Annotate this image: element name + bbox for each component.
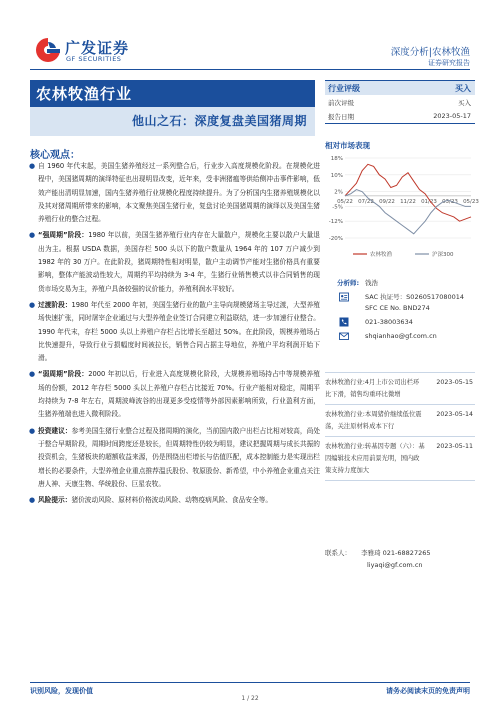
analyst-block (325, 276, 475, 344)
bullet-icon: ● (29, 370, 36, 379)
company-logo (34, 36, 164, 66)
rating-value: 买入 (455, 84, 471, 93)
page-header (0, 0, 500, 70)
analyst-name: 钱浩 (365, 279, 378, 287)
paragraph: ● 自 1960 年代末起，美国生猪养殖经过一系列整合后，行业步入高度规模化阶段。在规模化进程中，美国猪周期的演绎特征也出现明显改变，近年来，受非洲猪瘟等供给侧冲击事件影响，低效产能出清明显加速，国内生猪养殖行业规模化程度持续提升。为了分析国内生猪养殖规模化以及其对猪周期所带来的影响，本文聚焦美国生猪行业，复盘讨论美国猪周期的演绎以及美国生猪养殖行业的整合过程。 (29, 162, 320, 224)
sac-number: SAC 执证号：S0260517080014 (365, 293, 465, 301)
related-report-item[interactable] (325, 436, 475, 481)
contact-email-row (325, 561, 475, 574)
contact-row (325, 548, 475, 561)
related-report-date: 2023-05-15 (436, 379, 473, 386)
page-number: 1 / 22 (241, 695, 259, 702)
core-views-heading: 核心观点： (30, 150, 80, 161)
rating-divider (325, 123, 475, 124)
x-tick-label: 09/22 (379, 198, 395, 205)
industry-name: 农林牧渔行业 (36, 85, 133, 103)
contact-name-phone: 李雅琦 021-68827265 (361, 549, 431, 557)
phone-icon (339, 317, 349, 327)
x-tick-label: 11/22 (400, 198, 416, 205)
paragraph: ● 投资建议：参考美国生猪行业整合过程及猪周期的演化，当前国内散户出栏占比相对较高，尚处于整合早期阶段，周期时间跨度还是较长，但周期特性仍较为明显，建议把握周期与成长共振的投资机会，生猪板块的超额收益来源，仍是围绕出栏增长与估值匹配，成本控制能力是实现出栏增长的必要条件，大型养殖企业重点推荐温氏股份、牧原股份、新希望，中小养殖企业重点关注唐人神、天康生物、华统股份、巨星农牧。 (29, 426, 321, 488)
analyst-email-row (325, 330, 475, 344)
bullet-icon: ● (29, 162, 36, 170)
core-views-body (29, 160, 321, 507)
related-report-title: 农林牧渔行业:4月上市公司出栏环比下滑，销售均重环比微增 (325, 379, 420, 398)
x-tick-label: 03/23 (442, 198, 458, 205)
gf-logo-icon (34, 36, 62, 64)
series-line (345, 164, 471, 221)
footer-divider (30, 682, 470, 683)
related-report-date: 2023-05-14 (436, 411, 473, 418)
report-title: 他山之石：深度复盘美国猪周期 (131, 114, 307, 128)
bullet-icon: ● (29, 300, 36, 309)
y-tick-label: -5% (332, 204, 343, 211)
analyst-row (325, 276, 475, 290)
legend-label: 农林牧渔 (370, 252, 393, 258)
y-tick-label: -20% (328, 236, 343, 242)
legend-label: 沪深300 (432, 252, 454, 258)
contact-email[interactable]: liyaqi@gf.com.cn (367, 561, 423, 569)
related-report-title: 农林牧渔行业:转基因专题（六）：基因编辑技术应用前景光明，国内政策支持力度加大 (325, 443, 425, 474)
report-date-row: 报告日期 2023-05-17 (328, 112, 471, 121)
y-tick-label: 10% (330, 172, 343, 179)
analyst-cert-row (325, 290, 475, 316)
paragraph: ● “弱周期”阶段：2000 年初以后，行业进入高度规模化阶段，大规模养殖场持占中等规模养殖场的份额，2012 年存栏 5000 头以上养殖户存栏占比接近 70%。行业产能相对稳定，周期平均持续为 7-8 年左右，周期波峰波谷的出现更多受疫情等外部因素影响所致，行业盈利方面，生猪养殖端也进入微利阶段。 (29, 370, 320, 419)
industry-bar (30, 80, 315, 107)
footer-slogan: 识别风险，发现价值 (30, 687, 93, 695)
contact-label: 联系人： (325, 549, 351, 557)
x-tick-label: 07/22 (358, 198, 374, 205)
x-tick-label: 05/22 (337, 198, 353, 205)
analyst-phone: 021-38003634 (365, 318, 413, 326)
analyst-email[interactable]: shqianhao@gf.com.cn (365, 332, 437, 340)
y-tick-label: 18% (330, 156, 343, 162)
paragraph: ● 风险提示：猪价波动风险、原材料价格波动风险、动物疫病风险、食品安全等。 (38, 494, 320, 507)
footer-disclaimer: 请务必阅读末页的免责声明 (386, 687, 470, 695)
analyst-label: 分析师: (337, 279, 360, 287)
bullet-icon: ● (29, 426, 36, 435)
x-tick-label: 05/23 (463, 198, 479, 205)
x-tick-label: 01/23 (421, 198, 437, 205)
paragraph: ● 过渡阶段：1980 年代至 2000 年初，美国生猪行业的散户主导向规模猪场主导过渡，大型养殖场快速扩张，同时屠宰企业通过与大型养殖企业签订合同建立利益联结，进一步加速行业整合。1990 年代末，存栏 5000 头以上养殖户存栏占比增长至超过 50%。在此阶段，规模养殖场占比快速提升，导致行业亏损幅度时间被拉长，销售合同占据主导地位，养殖户平均利润开始下滑。 (29, 300, 320, 363)
rating-label: 行业评级 (328, 84, 360, 93)
id-card-icon (339, 292, 349, 302)
contact-block (325, 548, 475, 574)
bullet-icon: ● (29, 231, 36, 240)
sfc-number: SFC CE No. BND274 (365, 304, 430, 312)
logo-chinese: 广发证券 (65, 39, 130, 57)
logo-english: GF SECURITIES (66, 55, 122, 63)
bullet-icon: ● (29, 496, 36, 505)
title-banner (30, 80, 315, 136)
report-type: 深度分析|农林牧渔 (390, 47, 470, 58)
chart-title: 相对市场表现 (325, 141, 370, 150)
mail-icon (339, 331, 349, 341)
rating-box (325, 80, 475, 124)
related-report-title: 农林牧渔行业:本周猪价继续低位震荡，关注原材料成本下行 (325, 411, 422, 430)
prev-rating-row: 前次评级 买入 (328, 99, 471, 107)
analyst-phone-row (325, 316, 475, 330)
header-divider (30, 69, 470, 70)
related-reports (325, 372, 475, 481)
related-report-item[interactable] (325, 404, 475, 436)
series-line (345, 190, 471, 234)
paragraph: ● “强周期”阶段：1980 年以前，美国生猪养殖行业内存在大量散户，规模化主要以散户大量退出为主。根据 USDA 数据，美国存栏 500 头以下的散户数量从 1964 年的 107 万户减少到 1982 年的 30 万户。在此阶段，猪周期特性相对明显，散户主动调节产能对生猪价格具有重要影响，整体产能波动性较大，周期约平均持续为 3-4 年，生猪行业销售模式以非合同销售的现货市场交易为主，养殖户具备较强的议价能力，养殖利润水平较好。 (29, 231, 320, 293)
y-tick-label: 2% (334, 189, 343, 196)
relative-performance-chart (325, 152, 479, 264)
related-report-item[interactable] (325, 372, 475, 404)
related-report-date: 2023-05-11 (436, 443, 473, 450)
report-kind: 证券研究报告 (428, 59, 470, 67)
rating-header (325, 80, 475, 95)
y-tick-label: -12% (328, 219, 343, 226)
